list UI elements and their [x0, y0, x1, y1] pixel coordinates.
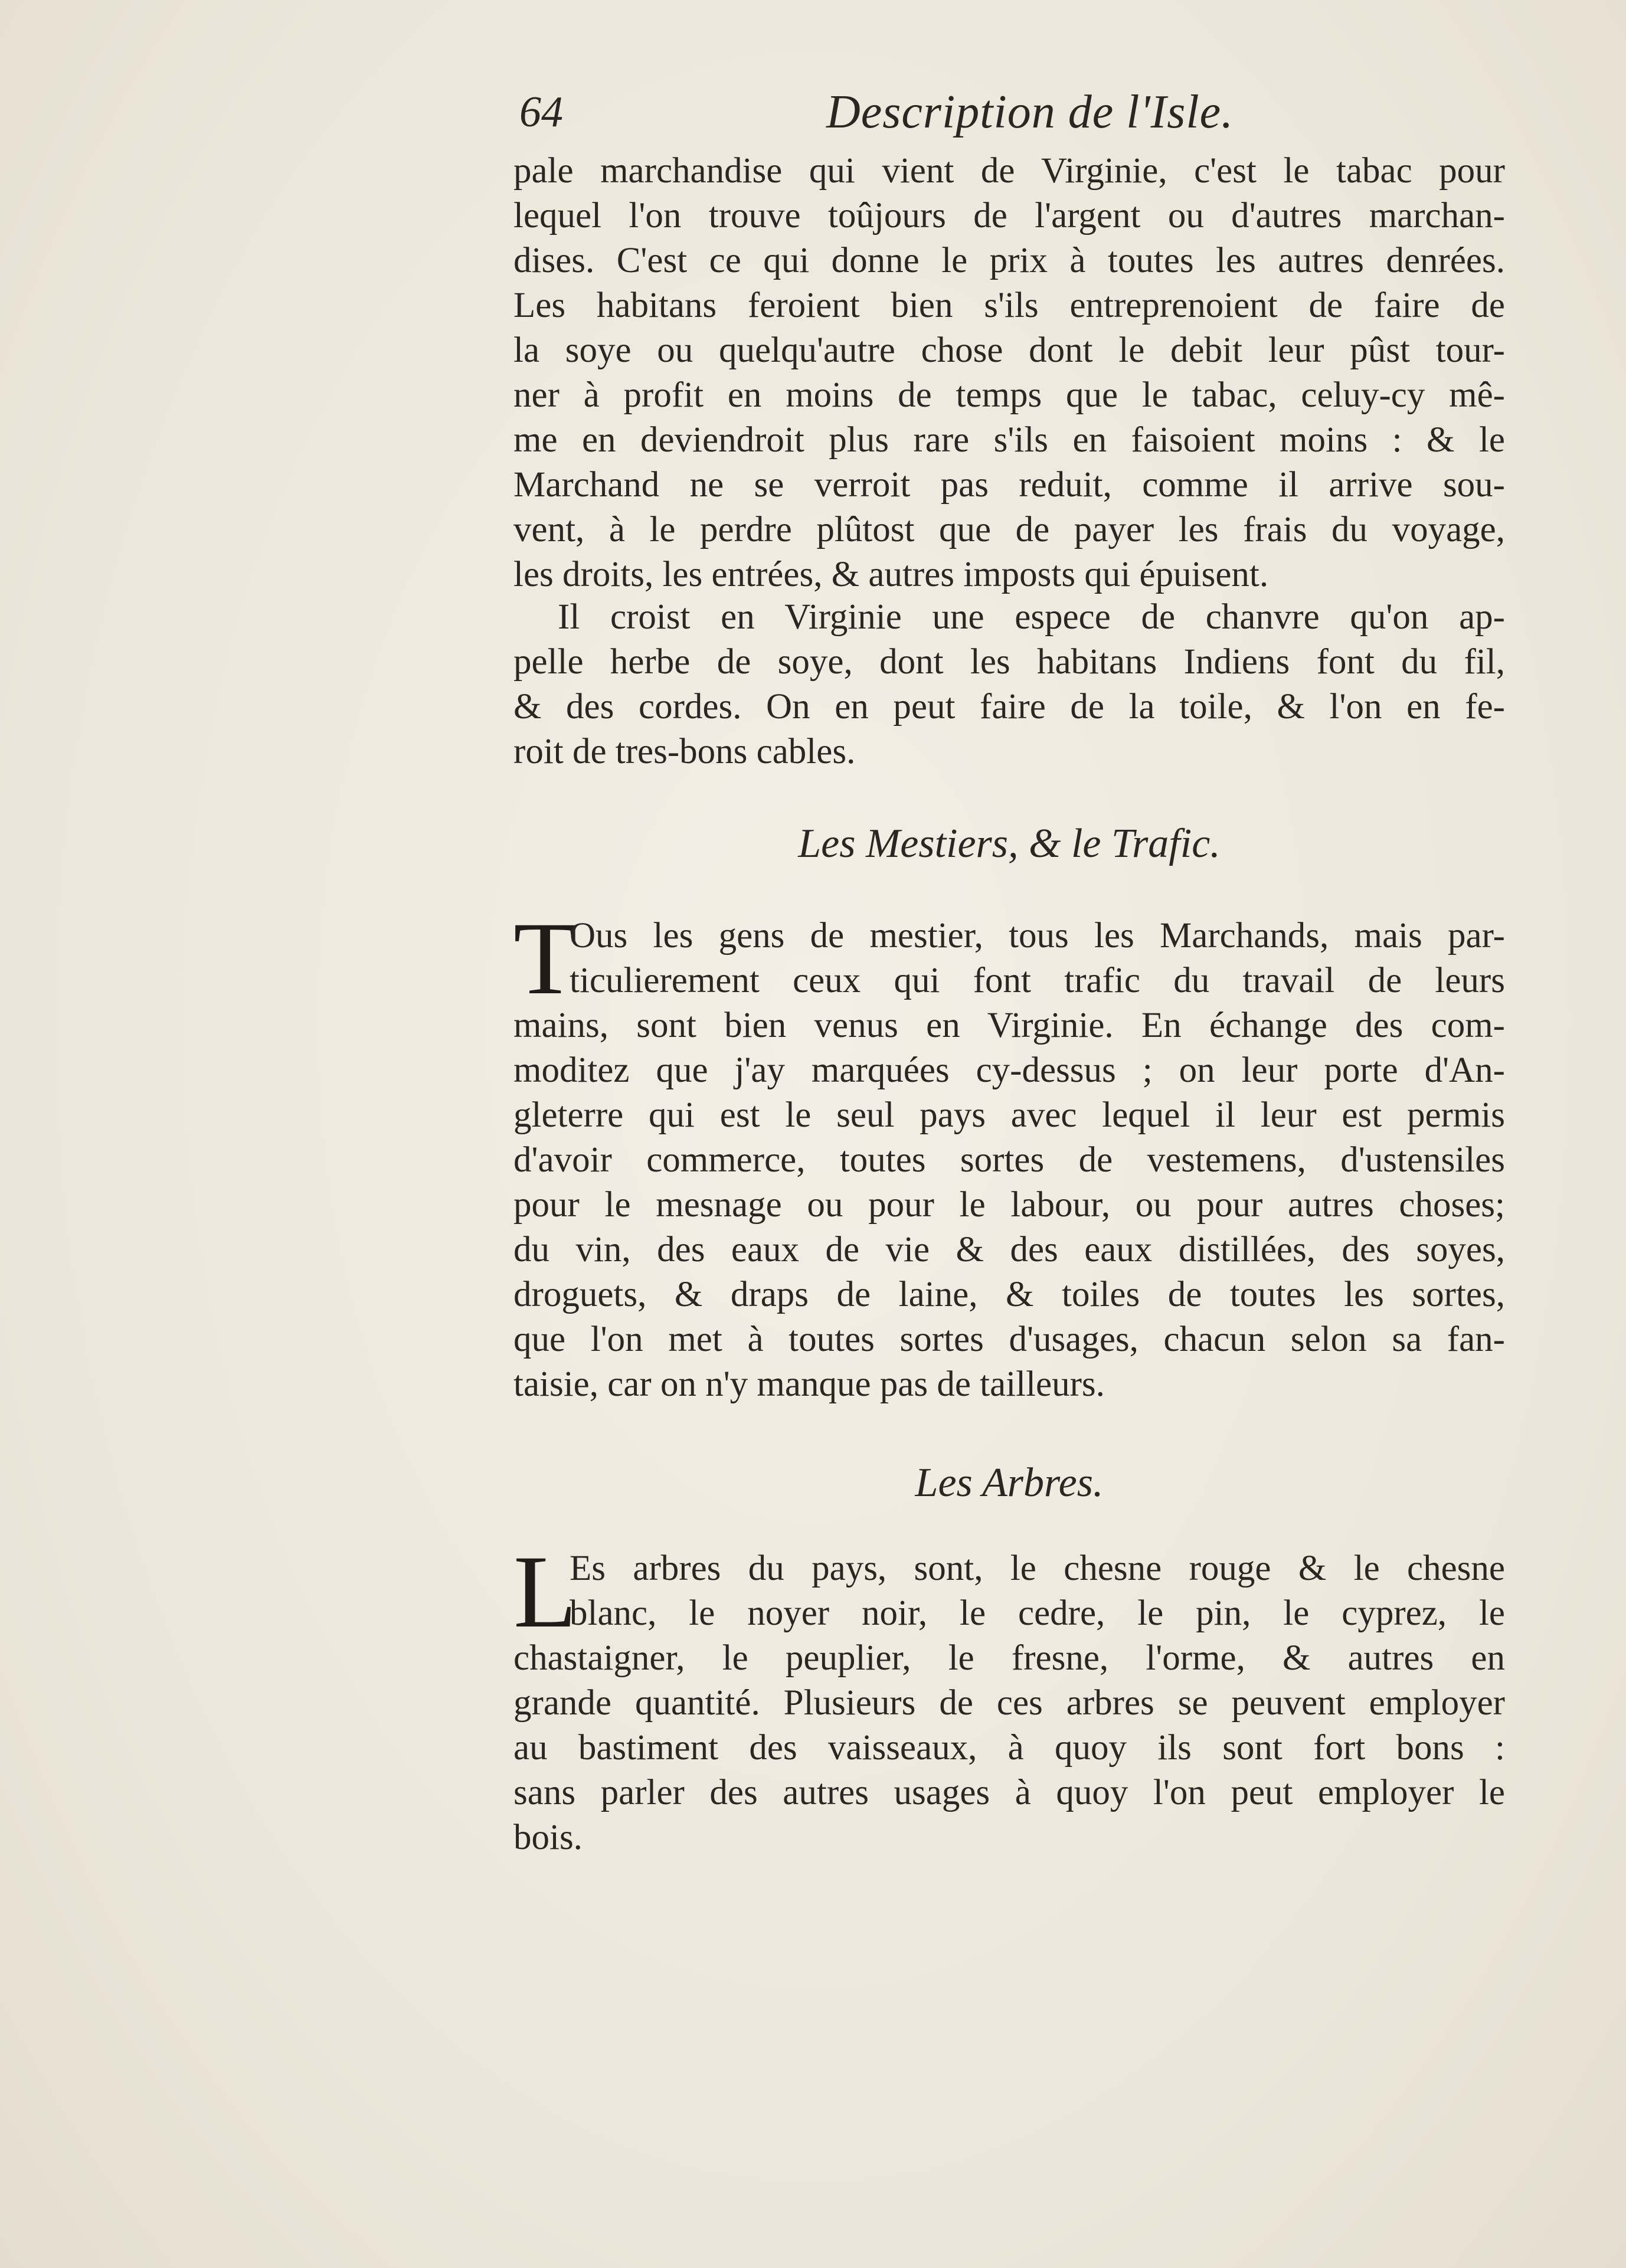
- text-line: au bastiment des vaisseaux, à quoy ils sont fort bons :: [513, 1728, 1505, 1768]
- page-header: [519, 83, 1511, 148]
- text-line: me en deviendroit plus rare s'ils en faisoient moins : & le: [513, 420, 1505, 460]
- text-line: gleterre qui est le seul pays avec lequel il leur est permis: [513, 1095, 1505, 1135]
- text-line: du vin, des eaux de vie & des eaux distillées, des soyes,: [513, 1230, 1505, 1269]
- text-line: vent, à le perdre plûtost que de payer les frais du voyage,: [513, 510, 1505, 549]
- arbres-paragraph: [513, 1534, 1505, 1860]
- text-line: sans parler des autres usages à quoy l'on peut employer le: [513, 1773, 1505, 1812]
- text-line: droguets, & draps de laine, & toiles de toutes les sortes,: [513, 1275, 1505, 1314]
- text-line: ner à profit en moins de temps que le tabac, celuy-cy mê-: [513, 375, 1505, 415]
- text-line: Il croist en Virginie une espece de chanvre qu'on ap-: [558, 597, 1505, 637]
- text-line: taisie, car on n'y manque pas de tailleurs.: [513, 1364, 1105, 1404]
- text-line: chastaigner, le peuplier, le fresne, l'orme, & autres en: [513, 1638, 1505, 1678]
- text-line: pale marchandise qui vient de Virginie, c'est le tabac pour: [513, 151, 1505, 191]
- text-line: d'avoir commerce, toutes sortes de vestemens, d'ustensiles: [513, 1140, 1505, 1180]
- text-line: Ous les gens de mestier, tous les Marchands, mais par-: [570, 916, 1505, 955]
- running-title: Description de l'Isle.: [826, 86, 1234, 138]
- text-line: les droits, les entrées, & autres imposts qui épuisent.: [513, 555, 1269, 594]
- text-line: dises. C'est ce qui donne le prix à toutes les autres denrées.: [513, 241, 1505, 280]
- mestiers-paragraph: [513, 901, 1505, 1407]
- text-line: Es arbres du pays, sont, le chesne rouge & le chesne: [570, 1549, 1505, 1588]
- section-heading-arbres: Les Arbres.: [915, 1460, 1104, 1506]
- text-line: grande quantité. Plusieurs de ces arbres se peuvent employer: [513, 1683, 1505, 1723]
- text-line: que l'on met à toutes sortes d'usages, chacun selon sa fan-: [513, 1320, 1505, 1359]
- text-line: blanc, le noyer noir, le cedre, le pin, le cyprez, le: [570, 1593, 1505, 1633]
- text-line: & des cordes. On en peut faire de la toile, & l'on en fe-: [513, 687, 1505, 726]
- drop-cap-l: L: [513, 1534, 577, 1650]
- text-line: mains, sont bien venus en Virginie. En échange des com-: [513, 1006, 1505, 1045]
- drop-cap-t: T: [513, 901, 577, 1016]
- text-line: ticulierement ceux qui font trafic du travail de leurs: [570, 961, 1505, 1000]
- text-line: roit de tres-bons cables.: [513, 732, 856, 771]
- text-line: Les habitans feroient bien s'ils entreprenoient de faire de: [513, 286, 1505, 325]
- text-line: lequel l'on trouve toûjours de l'argent ou d'autres marchan-: [513, 196, 1505, 235]
- intro-paragraph: [513, 149, 1505, 597]
- text-line: la soye ou quelqu'autre chose dont le debit leur pûst tour-: [513, 330, 1505, 370]
- text-line: bois.: [513, 1818, 583, 1857]
- text-line: pelle herbe de soye, dont les habitans Indiens font du fil,: [513, 642, 1505, 682]
- text-line: Marchand ne se verroit pas reduit, comme il arrive sou-: [513, 465, 1505, 505]
- page-number: 64: [519, 88, 563, 136]
- text-line: moditez que j'ay marquées cy-dessus ; on leur porte d'An-: [513, 1050, 1505, 1090]
- section-heading-mestiers: Les Mestiers, & le Trafic.: [798, 821, 1221, 866]
- text-line: pour le mesnage ou pour le labour, ou pour autres choses;: [513, 1185, 1505, 1225]
- chanvre-paragraph: [513, 595, 1505, 774]
